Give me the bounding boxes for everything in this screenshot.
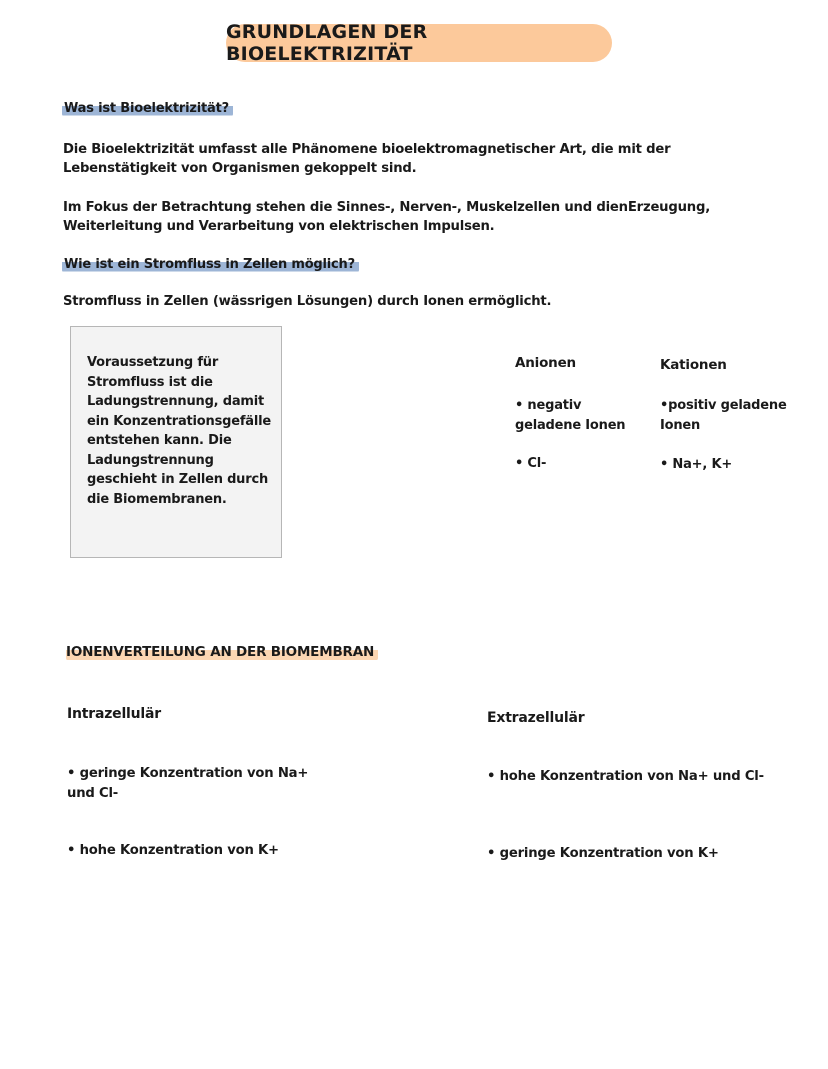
current-flow-paragraph: Stromfluss in Zellen (wässrigen Lösungen) durch Ionen ermöglicht.	[63, 294, 552, 309]
extracellular-item-high: • hohe Konzentration von Na+ und Cl-	[487, 769, 764, 784]
anionen-heading: Anionen	[515, 355, 576, 371]
section-highlight: IONENVERTEILUNG AN DER BIOMEMBRAN	[66, 643, 378, 661]
extracellular-heading: Extrazellulär	[487, 710, 585, 726]
kationen-heading: Kationen	[660, 357, 727, 373]
anionen-charge-item: • negativ geladene Ionen	[515, 398, 626, 433]
kationen-charge-item: •positiv geladene Ionen	[660, 398, 787, 433]
info-box	[70, 326, 282, 558]
anionen-example-item: • Cl-	[515, 456, 547, 471]
page-title: GRUNDLAGEN DER BIOELEKTRIZITÄT	[226, 24, 612, 62]
definition-paragraph: Die Bioelektrizität umfasst alle Phänomene bioelektromagnetischer Art, die mit der Lebenstätigkeit von Organismen gekoppelt sind.	[63, 142, 671, 176]
intracellular-item-high: • hohe Konzentration von K+	[67, 843, 279, 858]
question-what-is-bioelectricity	[62, 100, 233, 117]
question-current-flow	[62, 256, 359, 273]
kationen-example-item: • Na+, K+	[660, 457, 733, 472]
intracellular-heading: Intrazellulär	[67, 706, 161, 722]
extracellular-item-low: • geringe Konzentration von K+	[487, 846, 719, 861]
intracellular-item-low: • geringe Konzentration von Na+ und Cl-	[67, 766, 309, 801]
question-highlight: Was ist Bioelektrizität?	[62, 100, 233, 117]
question-highlight: Wie ist ein Stromfluss in Zellen möglich?	[62, 256, 359, 273]
info-box-text: Voraussetzung für Stromfluss ist die Ladungstrennung, damit ein Konzentrationsgefälle entstehen kann. Die Ladungstrennung geschieht in Zellen durch die Biomembranen.	[87, 355, 271, 507]
focus-paragraph: Im Fokus der Betrachtung stehen die Sinnes-, Nerven-, Muskelzellen und dienErzeugung, Weiterleitung und Verarbeitung von elektrischen Impulsen.	[63, 200, 711, 234]
distribution-heading	[66, 643, 378, 661]
